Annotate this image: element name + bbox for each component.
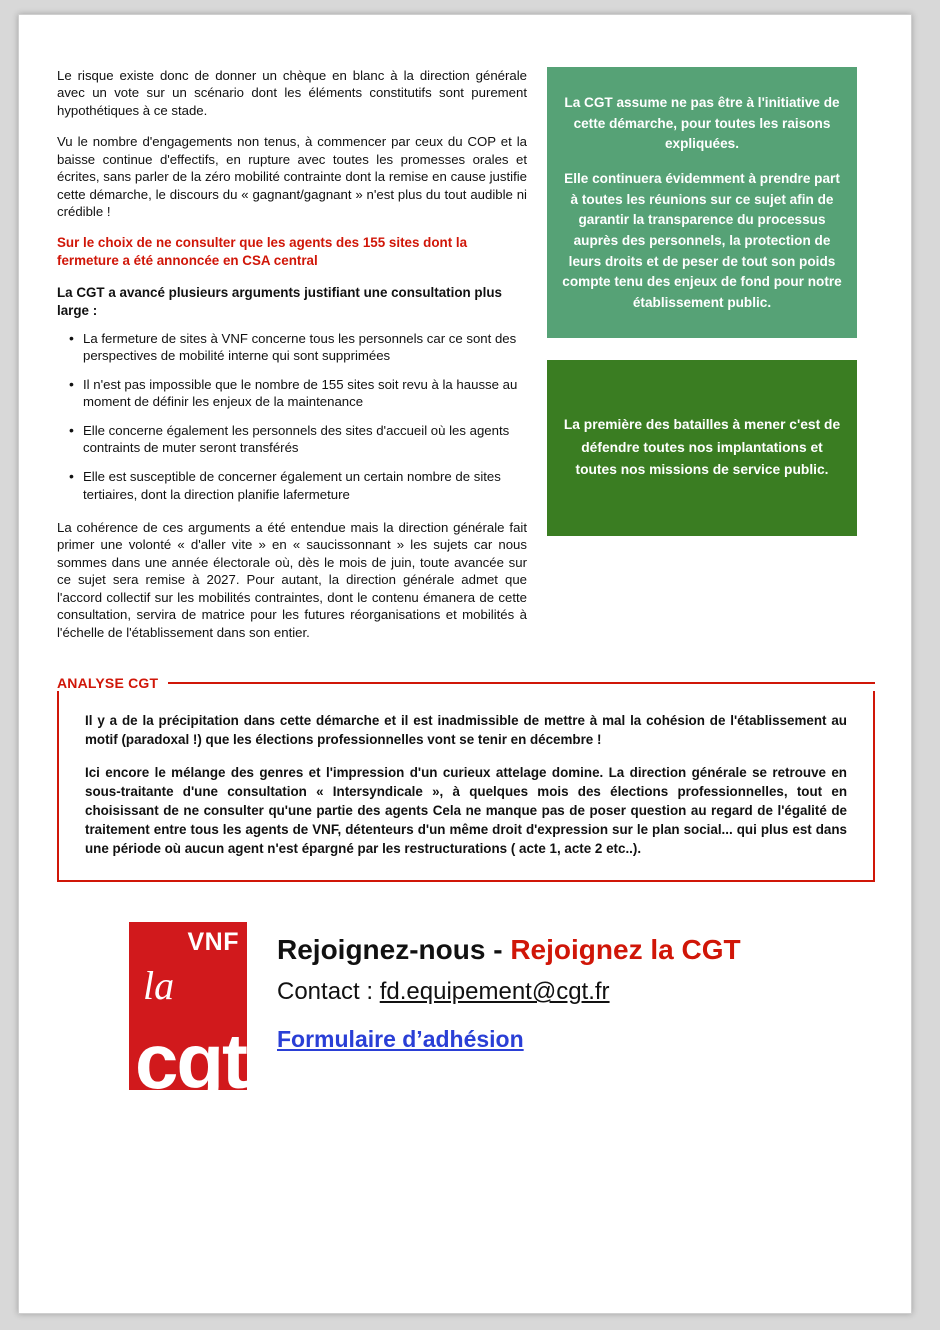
- join-slogan-red: Rejoignez la CGT: [510, 934, 741, 966]
- top-two-column-area: [57, 67, 875, 641]
- analyse-title: ANALYSE CGT: [57, 675, 159, 692]
- footer-section: [57, 922, 875, 1106]
- document-page: [18, 14, 912, 1314]
- list-item: • Il n'est pas impossible que le nombre de 155 sites soit revu à la hausse au moment de définir les enjeux de la maintenance: [83, 376, 527, 411]
- analyse-box: [57, 691, 875, 882]
- callout-green-paragraph-2: Elle continuera évidemment à prendre part à toutes les réunions sur ce sujet afin de garantir la transparence du processus auprès des personnels, la protection de leurs droits et de peser de tout son poids compte tenu des enjeux de fond pour notre établissement public.: [562, 170, 842, 310]
- paragraph-coherence: La cohérence de ces arguments a été entendue mais la direction générale fait primer une volonté « d'aller vite » en « saucissonnant » les sujets car nous sommes dans une année électorale où, dès le mois de juin, toute avancée sur ce sujet sera remise à 2027. Pour autant, la direction générale admet que l'accord collectif sur les mobilités contraintes, dont le contenu émanera de cette consultation, servira de matrice pour les futures réorganisations et mobilités à l'échelle de l'établissement dans son entier.: [57, 520, 527, 640]
- logo-la-text: la: [143, 963, 175, 1009]
- arguments-list: [57, 330, 527, 503]
- cgt-vnf-logo: [129, 922, 247, 1106]
- list-item: • Elle concerne également les personnels des sites d'accueil où les agents contraints de muter seront transférés: [83, 422, 527, 457]
- section-heading-bold: La CGT a avancé plusieurs arguments justifiant une consultation plus large :: [57, 285, 502, 318]
- membership-form-link[interactable]: Formulaire d’adhésion: [277, 1026, 524, 1053]
- paragraph-engagements: Vu le nombre d'engagements non tenus, à commencer par ceux du COP et la baisse continue d'effectifs, en rupture avec toutes les promesses orales et écrites, sans parler de la zéro mobilité contrainte dont la remise en cause justifie cette démarche, le discours du « gagnant/gagnant » n'est plus du tout audible ni crédible !: [57, 134, 527, 219]
- callout-darkgreen-box: [547, 360, 857, 536]
- logo-vnf-text: VNF: [187, 928, 239, 957]
- callout-green-paragraph-1: La CGT assume ne pas être à l'initiative de cette démarche, pour toutes les raisons expliquées.: [564, 95, 840, 152]
- analyse-divider: [168, 682, 875, 684]
- list-item: • La fermeture de sites à VNF concerne tous les personnels car ce sont des perspectives de mobilité interne qui sont supprimées: [83, 330, 527, 365]
- page-content: [57, 67, 875, 1106]
- right-callout-column: [547, 67, 857, 536]
- analyse-section: [57, 675, 875, 882]
- contact-email-link[interactable]: fd.equipement@cgt.fr: [379, 978, 610, 1006]
- contact-label: Contact :: [277, 978, 380, 1006]
- join-slogan-black: Rejoignez-nous -: [277, 934, 511, 966]
- footer-text-block: [277, 922, 741, 1053]
- left-text-column: [57, 67, 527, 641]
- callout-green-box: [547, 67, 857, 338]
- callout-darkgreen-text: La première des batailles à mener c'est de défendre toutes nos implantations et toutes nos missions de service public.: [563, 417, 841, 477]
- logo-cgt-text: cgt: [135, 1017, 246, 1106]
- analyse-header: [57, 675, 875, 691]
- contact-line: [277, 978, 741, 1006]
- analyse-paragraph-1: Il y a de la précipitation dans cette démarche et il est inadmissible de mettre à mal la cohésion de l'établissement au motif (paradoxal !) que les élections professionnelles vont se tenir en décembre !: [85, 713, 847, 748]
- analyse-paragraph-2: Ici encore le mélange des genres et l'impression d'un curieux attelage domine. La direction générale se retrouve en sous-traitante d'une consultation « Intersyndicale », à quelques mois des élections professionnelles, tout en choisissant de ne consulter qu'une partie des agents Cela ne manque pas de poser question au regard de l'égalité de traitement entre tous les agents de VNF, détenteurs d'un même droit d'expression sur le plan social... qui plus est dans une période où aucun agent n'est épargné par les restructurations ( acte 1, acte 2 etc..).: [85, 765, 847, 857]
- list-item: • Elle est susceptible de concerner également un certain nombre de sites tertiaires, dont la direction planifie lafermeture: [83, 468, 527, 503]
- section-heading-red: Sur le choix de ne consulter que les agents des 155 sites dont la fermeture a été annoncée en CSA central: [57, 235, 468, 269]
- paragraph-risque: Le risque existe donc de donner un chèque en blanc à la direction générale avec un vote sur un scénario dont les éléments constitutifs sont purement hypothétiques à ce stade.: [57, 68, 527, 118]
- join-slogan: [277, 934, 741, 966]
